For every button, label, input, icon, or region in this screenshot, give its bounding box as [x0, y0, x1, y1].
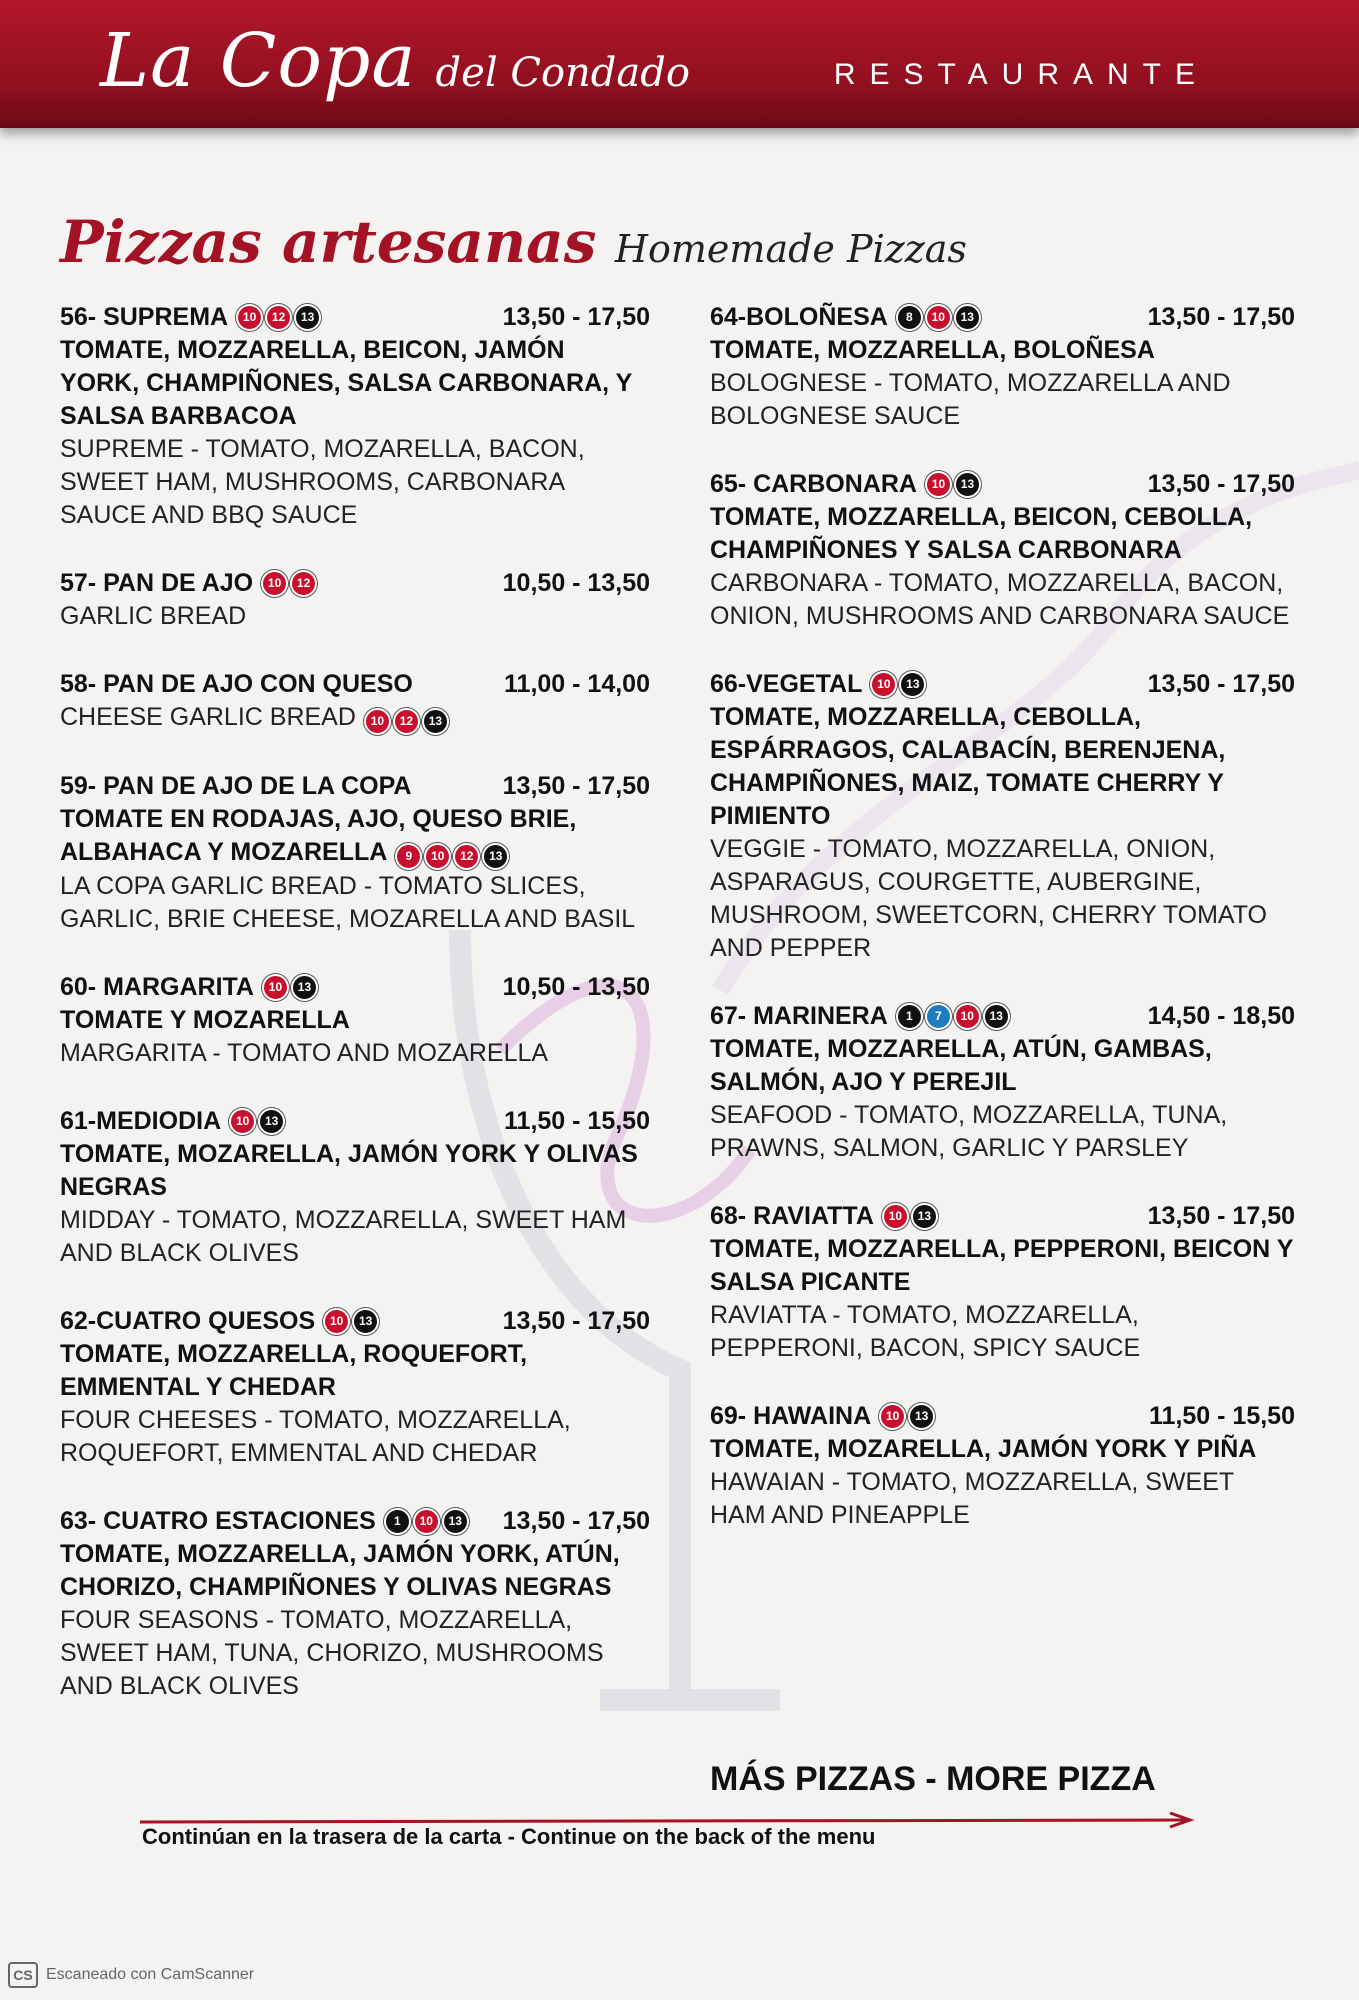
item-translation-text: MIDDAY - TOMATO, MOZZARELLA, SWEET HAM AND BLACK OLIVES	[60, 1206, 627, 1267]
item-translation	[60, 870, 650, 936]
brand-name: La Copa	[100, 18, 417, 104]
item-name: 60- MARGARITA	[60, 973, 254, 1001]
item-name: 67- MARINERA	[710, 1002, 888, 1030]
item-name: 65- CARBONARA	[710, 470, 917, 498]
item-description-text: TOMATE, MOZARELLA, JAMÓN YORK Y PIÑA	[710, 1435, 1257, 1463]
item-description-text: TOMATE, MOZZARELLA, PEPPERONI, BEICON Y SALSA PICANTE	[710, 1235, 1293, 1296]
allergen-13-icon: 13	[908, 1403, 935, 1430]
allergen-10-icon: 10	[870, 671, 897, 698]
item-name: 69- HAWAINA	[710, 1402, 872, 1430]
restaurant-tagline: RESTAURANTE	[833, 58, 1209, 91]
allergen-13-icon: 13	[983, 1003, 1010, 1030]
item-translation-text: CARBONARA - TOMATO, MOZZARELLA, BACON, ONION, MUSHROOMS AND CARBONARA SAUCE	[710, 569, 1290, 630]
allergen-badges	[323, 1308, 381, 1335]
allergen-8-icon: 8	[896, 304, 923, 331]
item-name: 64-BOLOÑESA	[710, 303, 888, 331]
more-pizza-heading: MÁS PIZZAS - MORE PIZZA	[710, 1760, 1156, 1798]
item-description-text: TOMATE, MOZZARELLA, BEICON, CEBOLLA, CHAMPIÑONES Y SALSA CARBONARA	[710, 503, 1253, 564]
item-name: 62-CUATRO QUESOS	[60, 1307, 316, 1335]
item-price: 11,50 - 15,50	[1149, 1402, 1295, 1430]
section-title-en: Homemade Pizzas	[614, 227, 967, 271]
allergen-10-icon: 10	[229, 1108, 256, 1135]
brand-subname: del Condado	[435, 50, 690, 96]
item-description-text: TOMATE, MOZZARELLA, CEBOLLA, ESPÁRRAGOS, CALABACÍN, BERENJENA, CHAMPIÑONES, MAIZ, TOMATE CHERRY Y PIMIENTO	[710, 703, 1226, 830]
item-translation-text: BOLOGNESE - TOMATO, MOZZARELLA AND BOLOGNESE SAUCE	[710, 369, 1231, 430]
allergen-badges	[896, 1003, 1012, 1030]
allergen-10-icon: 10	[424, 843, 451, 870]
item-translation-text: MARGARITA - TOMATO AND MOZARELLA	[60, 1039, 549, 1067]
item-translation	[60, 1404, 650, 1470]
menu-item	[60, 970, 650, 1070]
allergen-10-icon: 10	[925, 304, 952, 331]
menu-item	[710, 667, 1295, 965]
item-translation-text: RAVIATTA - TOMATO, MOZZARELLA, PEPPERONI, BACON, SPICY SAUCE	[710, 1301, 1141, 1362]
item-translation	[710, 1299, 1295, 1365]
item-description	[710, 701, 1295, 833]
item-name: 68- RAVIATTA	[710, 1202, 874, 1230]
allergen-13-icon: 13	[352, 1308, 379, 1335]
allergen-10-icon: 10	[236, 304, 263, 331]
allergen-10-icon: 10	[925, 471, 952, 498]
item-price: 14,50 - 18,50	[1147, 1002, 1295, 1030]
item-description-text: TOMATE, MOZARELLA, JAMÓN YORK Y OLIVAS NEGRAS	[60, 1140, 638, 1201]
item-description	[60, 1004, 650, 1037]
item-translation	[60, 1604, 650, 1703]
item-description-text: TOMATE, MOZZARELLA, ATÚN, GAMBAS, SALMÓN, AJO Y PEREJIL	[710, 1035, 1212, 1096]
item-translation	[710, 1466, 1295, 1532]
section-title	[60, 208, 967, 276]
item-description	[60, 1338, 650, 1404]
item-translation-text: FOUR SEASONS - TOMATO, MOZZARELLA, SWEET HAM, TUNA, CHORIZO, MUSHROOMS AND BLACK OLIVES	[60, 1606, 604, 1700]
allergen-badges	[384, 1508, 471, 1535]
allergen-9-icon: 9	[395, 843, 422, 870]
allergen-10-icon: 10	[323, 1308, 350, 1335]
item-translation-text: HAWAIAN - TOMATO, MOZZARELLA, SWEET HAM AND PINEAPPLE	[710, 1468, 1234, 1529]
allergen-7-icon: 7	[925, 1003, 952, 1030]
allergen-13-icon: 13	[899, 671, 926, 698]
allergen-1-icon: 1	[384, 1508, 411, 1535]
item-translation	[710, 367, 1295, 433]
item-name: 59- PAN DE AJO DE LA COPA	[60, 772, 412, 800]
item-translation-text: LA COPA GARLIC BREAD - TOMATO SLICES, GARLIC, BRIE CHEESE, MOZARELLA AND BASIL	[60, 872, 636, 933]
allergen-badges	[229, 1108, 287, 1135]
allergen-13-icon: 13	[422, 708, 449, 735]
menu-column-right	[710, 300, 1295, 1566]
menu-item	[710, 300, 1295, 433]
menu-item	[710, 1399, 1295, 1532]
allergen-13-icon: 13	[294, 304, 321, 331]
item-description	[710, 1433, 1295, 1466]
item-translation	[710, 833, 1295, 965]
allergen-badges	[896, 304, 983, 331]
allergen-13-icon: 13	[482, 843, 509, 870]
allergen-10-icon: 10	[882, 1203, 909, 1230]
allergen-badges	[925, 471, 983, 498]
item-translation-text: SEAFOOD - TOMATO, MOZZARELLA, TUNA, PRAWNS, SALMON, GARLIC Y PARSLEY	[710, 1101, 1228, 1162]
scanner-text: Escaneado con CamScanner	[46, 1966, 255, 1983]
camscanner-logo: CS	[8, 1962, 38, 1988]
item-translation	[60, 1204, 650, 1270]
menu-header	[0, 0, 1359, 128]
menu-item	[710, 999, 1295, 1165]
menu-item	[60, 566, 650, 633]
allergen-1-icon: 1	[896, 1003, 923, 1030]
item-description	[60, 334, 650, 433]
allergen-13-icon: 13	[954, 304, 981, 331]
item-description-text: TOMATE Y MOZARELLA	[60, 1006, 350, 1034]
continue-note: Continúan en la trasera de la carta - Continue on the back of the menu	[142, 1824, 876, 1849]
allergen-13-icon: 13	[258, 1108, 285, 1135]
allergen-13-icon: 13	[911, 1203, 938, 1230]
allergen-10-icon: 10	[364, 708, 391, 735]
allergen-10-icon: 10	[879, 1403, 906, 1430]
item-description-text: TOMATE EN RODAJAS, AJO, QUESO BRIE, ALBAHACA Y MOZARELLA	[60, 805, 577, 866]
item-price: 10,50 - 13,50	[502, 973, 650, 1001]
item-description	[60, 803, 650, 870]
item-name: 58- PAN DE AJO CON QUESO	[60, 670, 413, 698]
allergen-badges	[870, 671, 928, 698]
item-price: 13,50 - 17,50	[1147, 1202, 1295, 1230]
item-description	[60, 1138, 650, 1204]
item-description	[710, 501, 1295, 567]
item-description	[710, 1233, 1295, 1299]
allergen-10-icon: 10	[261, 570, 288, 597]
menu-item	[60, 667, 650, 735]
item-translation	[60, 701, 650, 735]
item-description-text: TOMATE, MOZZARELLA, JAMÓN YORK, ATÚN, CHORIZO, CHAMPIÑONES Y OLIVAS NEGRAS	[60, 1540, 620, 1601]
item-description	[710, 1033, 1295, 1099]
item-price: 11,50 - 15,50	[504, 1107, 650, 1135]
allergen-badges	[879, 1403, 937, 1430]
item-description	[60, 1538, 650, 1604]
item-name: 61-MEDIODIA	[60, 1107, 222, 1135]
restaurant-logo	[100, 18, 690, 104]
item-name: 66-VEGETAL	[710, 670, 863, 698]
allergen-badges	[364, 708, 451, 735]
allergen-13-icon: 13	[442, 1508, 469, 1535]
allergen-12-icon: 12	[453, 843, 480, 870]
item-price: 13,50 - 17,50	[1147, 670, 1295, 698]
item-translation	[60, 433, 650, 532]
menu-item	[710, 1199, 1295, 1365]
menu-item	[60, 769, 650, 936]
item-price: 10,50 - 13,50	[502, 569, 650, 597]
scanner-watermark	[8, 1962, 254, 1988]
allergen-badges	[395, 843, 511, 870]
item-translation	[710, 567, 1295, 633]
item-description-text: TOMATE, MOZZARELLA, BOLOÑESA	[710, 336, 1155, 364]
item-translation-text: CHEESE GARLIC BREAD	[60, 703, 356, 731]
item-description-text: TOMATE, MOZZARELLA, ROQUEFORT, EMMENTAL Y CHEDAR	[60, 1340, 528, 1401]
item-price: 13,50 - 17,50	[502, 772, 650, 800]
allergen-badges	[261, 570, 319, 597]
item-name: 56- SUPREMA	[60, 303, 229, 331]
allergen-12-icon: 12	[265, 304, 292, 331]
section-title-es: Pizzas artesanas	[60, 208, 597, 276]
item-translation	[60, 600, 650, 633]
item-price: 13,50 - 17,50	[502, 303, 650, 331]
menu-item	[60, 1104, 650, 1270]
allergen-10-icon: 10	[262, 974, 289, 1001]
item-price: 13,50 - 17,50	[1147, 303, 1295, 331]
item-price: 13,50 - 17,50	[502, 1507, 650, 1535]
menu-item	[60, 1504, 650, 1703]
allergen-10-icon: 10	[954, 1003, 981, 1030]
menu-item	[60, 1304, 650, 1470]
item-translation-text: GARLIC BREAD	[60, 602, 247, 630]
allergen-13-icon: 13	[954, 471, 981, 498]
item-description-text: TOMATE, MOZZARELLA, BEICON, JAMÓN YORK, CHAMPIÑONES, SALSA CARBONARA, Y SALSA BARBACOA	[60, 336, 632, 430]
item-price: 13,50 - 17,50	[502, 1307, 650, 1335]
item-translation-text: FOUR CHEESES - TOMATO, MOZZARELLA, ROQUEFORT, EMMENTAL AND CHEDAR	[60, 1406, 571, 1467]
item-name: 57- PAN DE AJO	[60, 569, 254, 597]
allergen-badges	[882, 1203, 940, 1230]
menu-item	[60, 300, 650, 532]
menu-item	[710, 467, 1295, 633]
item-translation	[710, 1099, 1295, 1165]
allergen-badges	[236, 304, 323, 331]
allergen-12-icon: 12	[290, 570, 317, 597]
item-translation	[60, 1037, 650, 1070]
menu-column-left	[60, 300, 650, 1737]
item-translation-text: VEGGIE - TOMATO, MOZZARELLA, ONION, ASPARAGUS, COURGETTE, AUBERGINE, MUSHROOM, SWEETCORN, CHERRY TOMATO AND PEPPER	[710, 835, 1267, 962]
allergen-13-icon: 13	[291, 974, 318, 1001]
allergen-12-icon: 12	[393, 708, 420, 735]
item-description	[710, 334, 1295, 367]
item-price: 13,50 - 17,50	[1147, 470, 1295, 498]
item-name: 63- CUATRO ESTACIONES	[60, 1507, 376, 1535]
item-price: 11,00 - 14,00	[504, 670, 650, 698]
allergen-badges	[262, 974, 320, 1001]
item-translation-text: SUPREME - TOMATO, MOZARELLA, BACON, SWEET HAM, MUSHROOMS, CARBONARA SAUCE AND BBQ SAUCE	[60, 435, 585, 529]
allergen-10-icon: 10	[413, 1508, 440, 1535]
